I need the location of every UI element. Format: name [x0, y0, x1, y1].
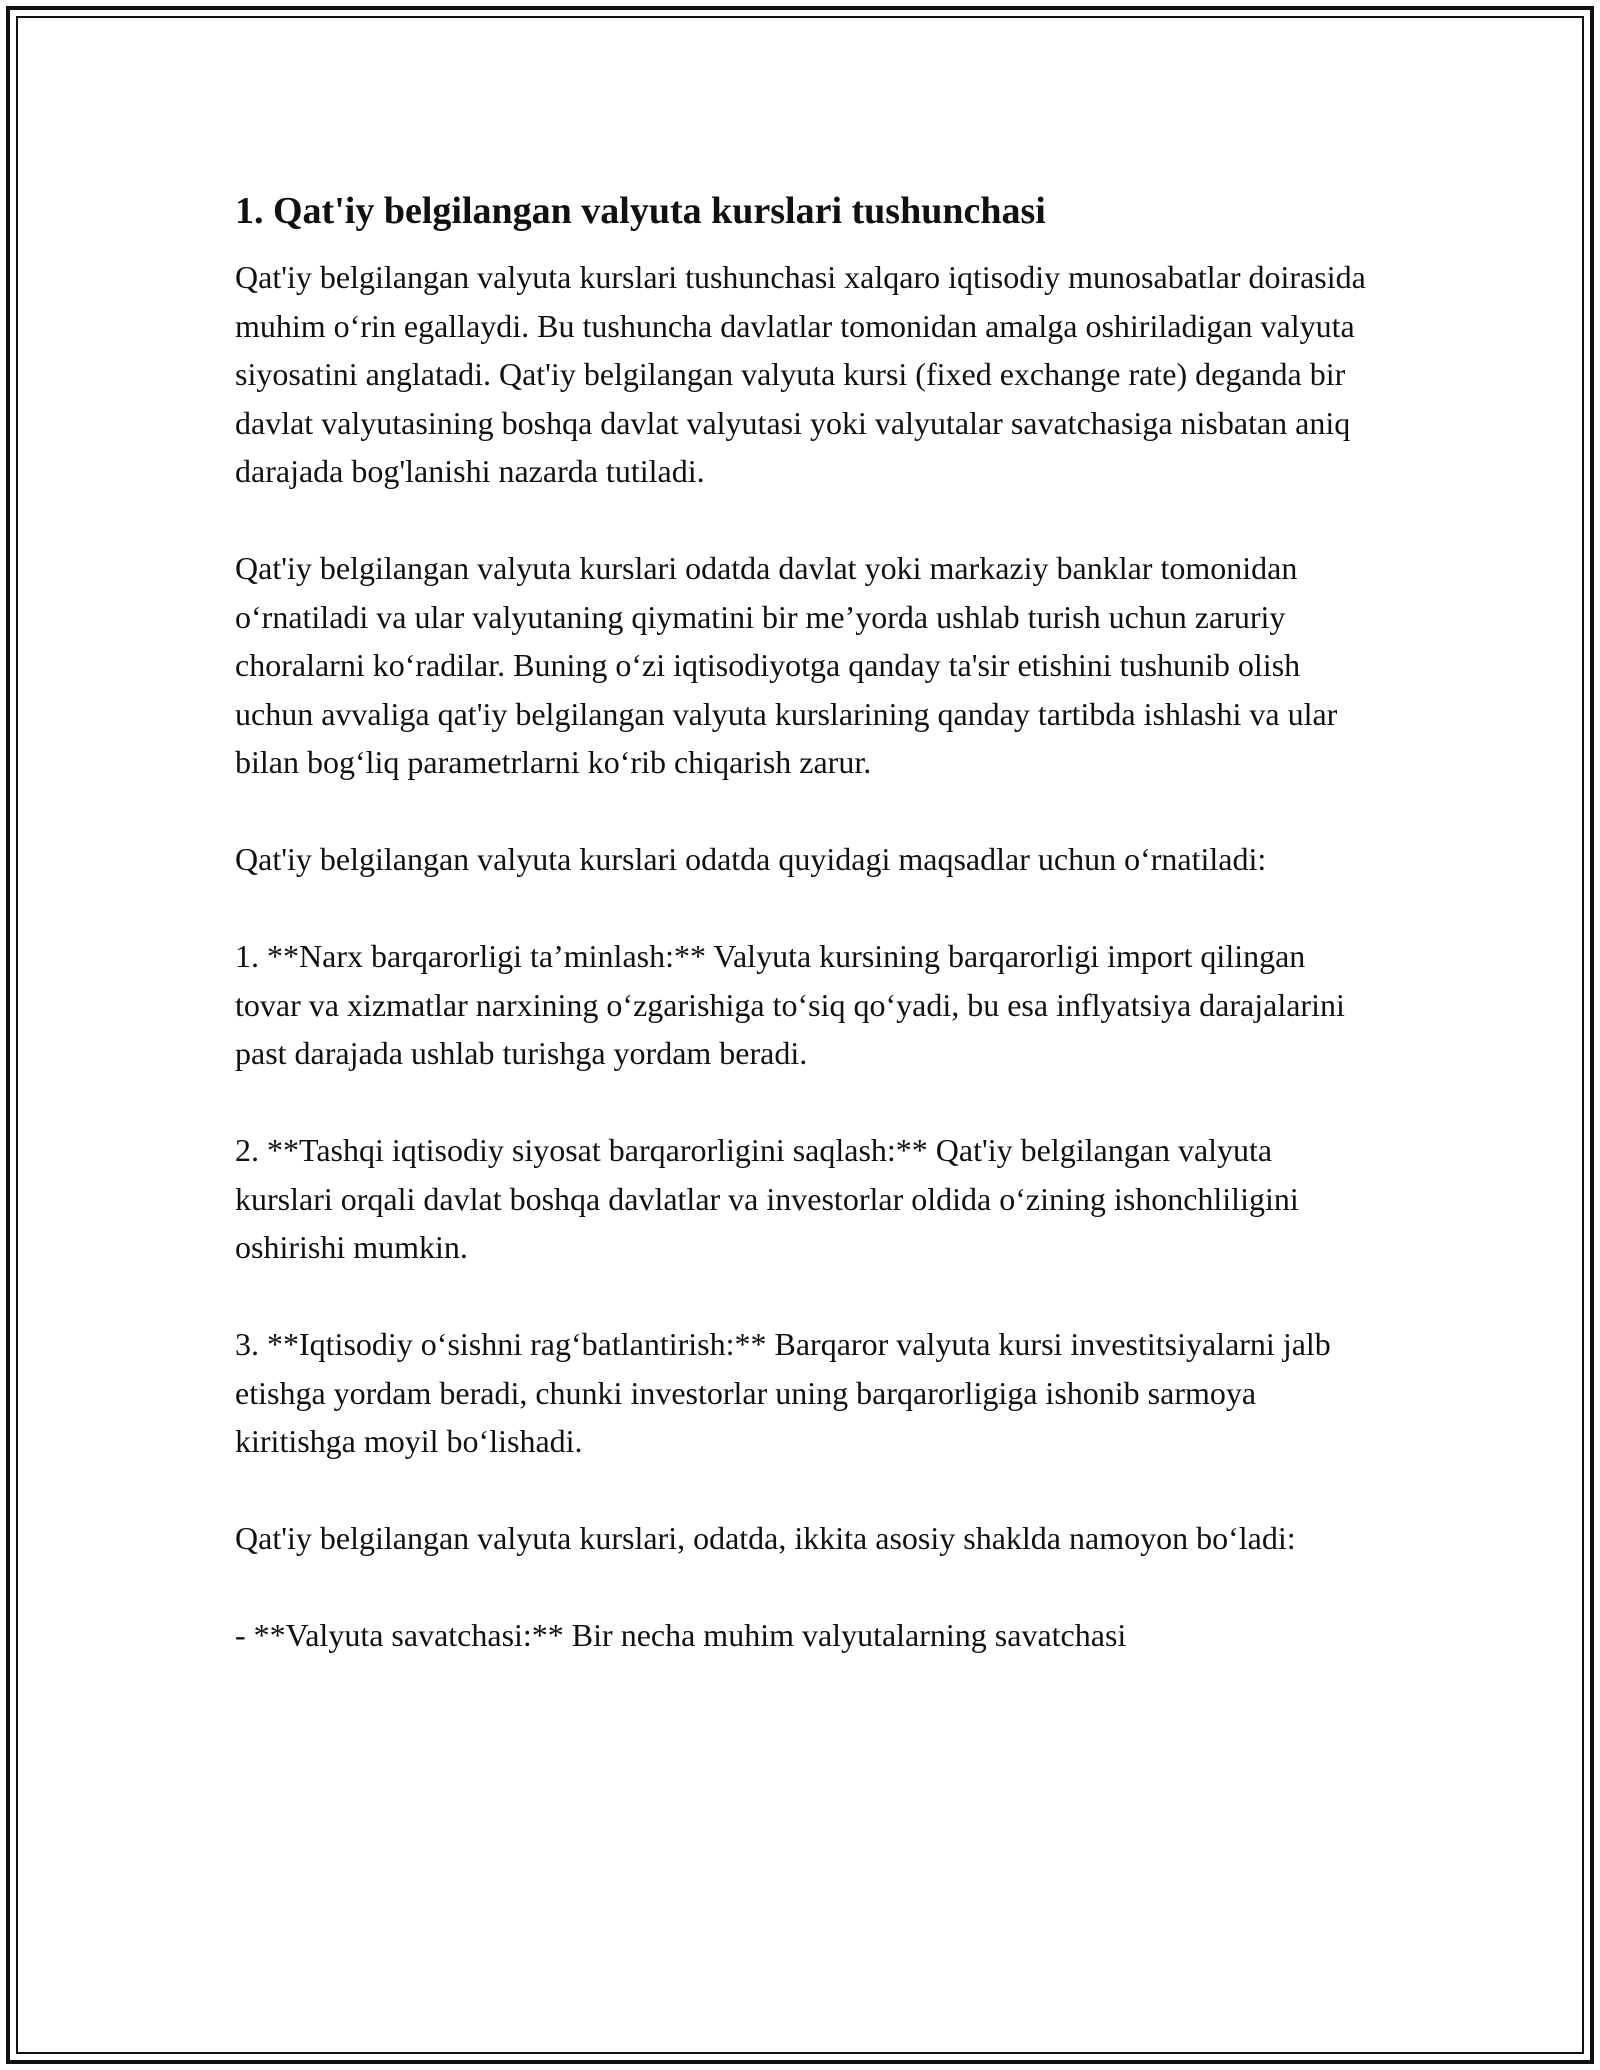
section-heading: 1. Qat'iy belgilangan valyuta kurslari tushunchasi: [235, 190, 1046, 232]
list-item-currency-basket: - **Valyuta savatchasi:** Bir necha muhim valyutalarning savatchasi: [235, 1617, 1127, 1653]
list-item-price-stability: 1. **Narx barqarorligi ta’minlash:** Valyuta kursining barqarorligi import qilingan tovar va xizmatlar narxining o‘zgarishiga to‘siq qo‘yadi, bu esa inflyatsiya darajalarini past darajada ushlab turishga yordam beradi.: [235, 938, 1345, 1071]
paragraph-intro: Qat'iy belgilangan valyuta kurslari tushunchasi xalqaro iqtisodiy munosabatlar doirasida muhim o‘rin egallaydi. Bu tushuncha davlatlar tomonidan amalga oshiriladigan valyuta siyosatini anglatadi. Qat'iy belgilangan valyuta kursi (fixed exchange rate) deganda bir davlat valyutasining boshqa davlat valyutasi yoki valyutalar savatchasiga nisbatan aniq darajada bog'lanishi nazarda tutiladi.: [235, 259, 1366, 489]
paragraph-goals-intro: Qat'iy belgilangan valyuta kurslari odatda quyidagi maqsadlar uchun o‘rnatiladi:: [235, 841, 1267, 877]
paragraph-central-banks: Qat'iy belgilangan valyuta kurslari odatda davlat yoki markaziy banklar tomonidan o‘rnatiladi va ular valyutaning qiymatini bir me’yorda ushlab turish uchun zaruriy choralarni ko‘radilar. Buning o‘zi iqtisodiyotga qanday ta'sir etishini tushunib olish uchun avvaliga qat'iy belgilangan valyuta kurslarining qanday tartibda ishlashi va ular bilan bog‘liq parametrlarni ko‘rib chiqarish zarur.: [235, 550, 1338, 780]
list-item-foreign-policy: 2. **Tashqi iqtisodiy siyosat barqarorligini saqlash:** Qat'iy belgilangan valyuta kurslari orqali davlat boshqa davlatlar va investorlar oldida o‘zining ishonchliligini oshirishi mumkin.: [235, 1132, 1299, 1265]
paragraph-forms-intro: Qat'iy belgilangan valyuta kurslari, odatda, ikkita asosiy shaklda namoyon bo‘ladi:: [235, 1520, 1296, 1556]
document-body: [235, 185, 1370, 1660]
list-item-economic-growth: 3. **Iqtisodiy o‘sishni rag‘batlantirish:** Barqaror valyuta kursi investitsiyalarni jalb etishga yordam beradi, chunki investorlar uning barqarorligiga ishonib sarmoya kiritishga moyil bo‘lishadi.: [235, 1326, 1331, 1459]
